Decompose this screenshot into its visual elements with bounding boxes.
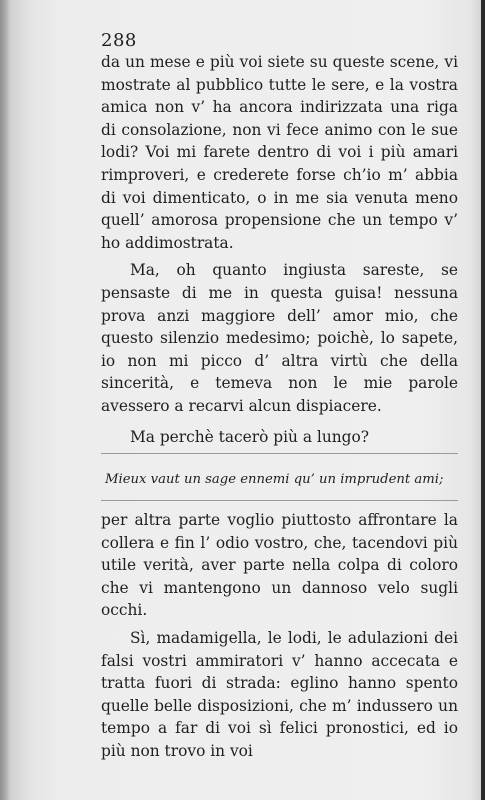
paragraph: Sì, madamigella, le lodi, le adulazioni dei falsi vostri ammiratori v’ hanno accecata e tratta fuori di strada: eglino hanno spento quelle belle disposizioni, che m’ indussero un tempo a far di voi sì felici pronostici, ed io più non trovo in voi <box>101 629 458 761</box>
quote-rule-top <box>101 453 458 460</box>
paragraph: Ma perchè tacerò più a lungo? <box>130 427 370 446</box>
page-body-text <box>101 51 458 763</box>
french-quotation: Mieux vaut un sage ennemi qu’ un imprudent ami; <box>101 469 458 501</box>
paragraph-continued: da un mese e più voi siete su queste scene, vi mostrate al pubblico tutte le sere, e la vostra amica non v’ ha ancora indirizzata una riga di consolazione, non vi fece animo con le sue lodi? Voi mi farete dentro di voi i più amari rimproveri, e crederete forse ch’io m’ abbia di voi dimenticato, o in me sia venuta meno quell’ amorosa propensione che un tempo v’ ho addimostrata. <box>101 53 458 252</box>
page-number: 288 <box>101 30 137 51</box>
paragraph: per altra parte voglio piuttosto affrontare la collera e fin l’ odio vostro, che, tacendovi più utile verità, aver parte nella colpa di coloro che vi mantengono un dannoso velo sugli occhi. <box>101 511 458 620</box>
paragraph: Ma, oh quanto ingiusta sareste, se pensaste di me in questa guisa! nessuna prova anzi maggiore dell’ amor mio, che questo silenzio medesimo; poichè, lo sapete, io non mi picco d’ altra virtù che della sincerità, e temeva non le mie parole avessero a recarvi alcun dispiacere. <box>101 261 458 415</box>
